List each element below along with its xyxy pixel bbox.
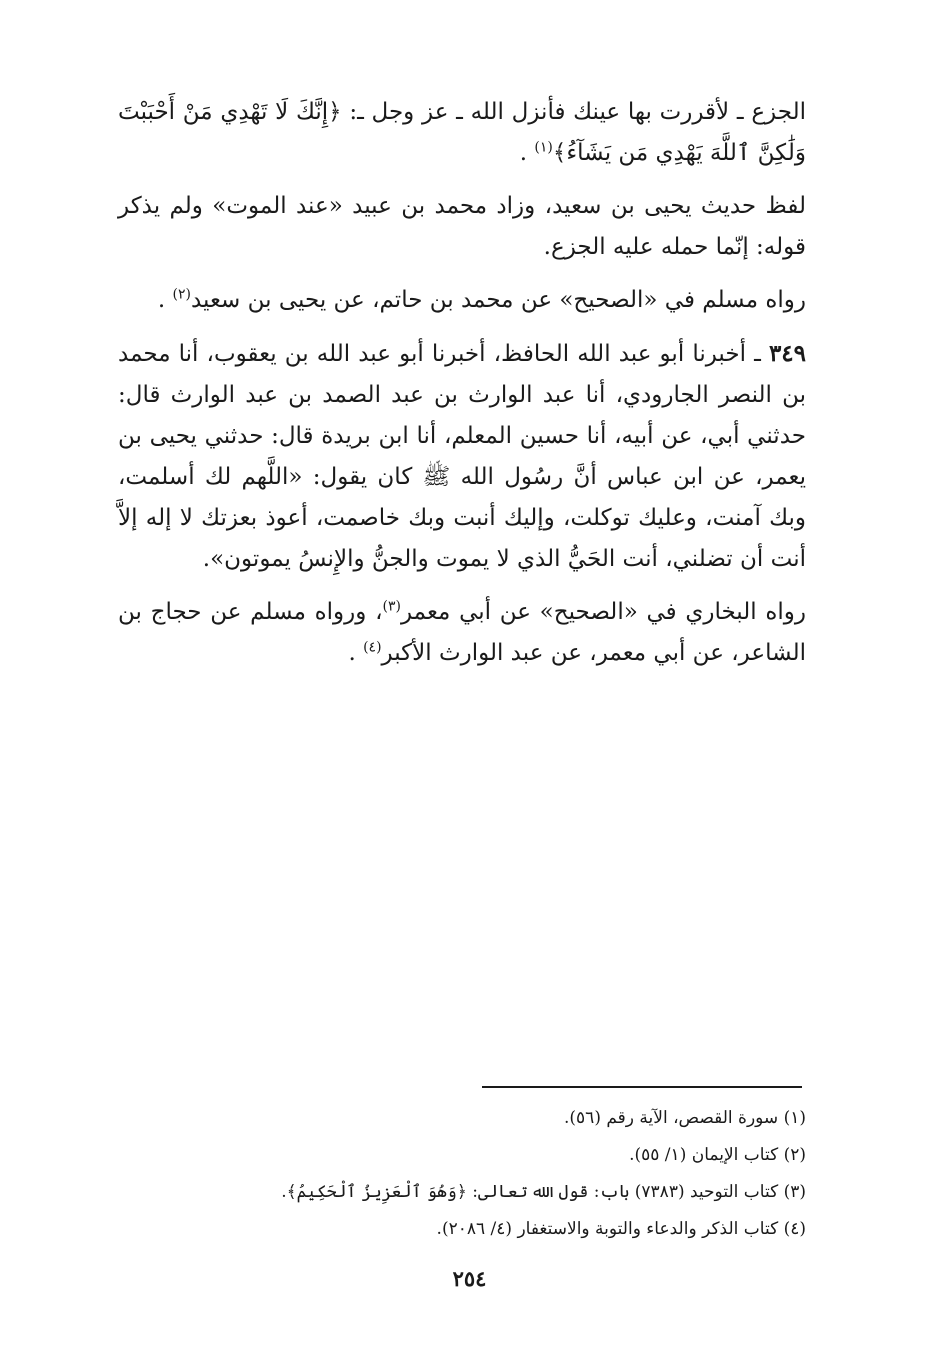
footnote-divider: [482, 1086, 802, 1088]
quran-verse: ﴿إِنَّكَ لَا تَهْدِي مَنْ أَحْبَبْتَ وَلَٰكِنَّ ٱللَّهَ يَهْدِي مَن يَشَآءُ﴾: [118, 99, 806, 166]
footnote-2: (٢) كتاب الإيمان (١/ ٥٥).: [629, 1145, 806, 1165]
paragraph-hadith-349: [118, 333, 806, 580]
hadith-text: ـ أخبرنا أبو عبد الله الحافظ، أخبرنا أبو عبد الله بن يعقوب، أنا محمد بن النصر الجارودي، أنا عبد الوارث بن عبد الصمد بن عبد الوارث قال: حدثني أبي، عن أبيه، أنا حسين المعلم، أنا ابن بريدة قال: حدثني يحيى بن يعمر، عن ابن عباس أنَّ رسُول الله ﷺ كان يقول: «اللَّهم لك أسلمت، وبك آمنت، وعليك توكلت، وإليك أنبت وبك خاصمت، أعوذ بعزتك لا إله إلاَّ أنت أن تضلني، أنت الحَيُّ الذي لا يموت والجنُّ والإِنسُ يموتون».: [118, 341, 806, 572]
paragraph-3: [118, 280, 806, 321]
paragraph-3-text: رواه مسلم في «الصحيح» عن محمد بن حاتم، عن يحيى بن سعيد: [190, 287, 806, 313]
paragraph-2: لفظ حديث يحيى بن سعيد، وزاد محمد بن عبيد «عند الموت» ولم يذكر قوله: إنّما حمله عليه الجزع.: [118, 193, 806, 260]
paragraph-1: [118, 92, 806, 174]
paragraph-5-end: .: [348, 640, 364, 666]
page-number: ٢٥٤: [452, 1266, 487, 1291]
footnote-ref-3: (٣): [382, 598, 401, 615]
footnote-ref-2: (٢): [172, 286, 191, 303]
footnote-3: (٣) كتاب التوحيد (٧٣٨٣) باب: قول الله تعالى: ﴿وَهُوَ ٱلْعَزِيزُ ٱلْحَكِيمُ﴾.: [281, 1182, 806, 1202]
footnotes: [118, 1100, 806, 1248]
footnote-ref-1: (١): [534, 139, 553, 156]
hadith-number: ٣٤٩: [768, 340, 806, 367]
main-text: [118, 92, 806, 686]
footnote-ref-4: (٤): [363, 639, 382, 656]
footnote-4: (٤) كتاب الذكر والدعاء والتوبة والاستغفار (٤/ ٢٠٨٦).: [436, 1219, 806, 1239]
paragraph-5-text-b: ، ورواه مسلم عن حجاج بن الشاعر، عن أبي معمر، عن عبد الوارث الأكبر: [118, 599, 806, 666]
footnote-1: (١) سورة القصص، الآية رقم (٥٦).: [564, 1108, 806, 1128]
paragraph-5: [118, 592, 806, 674]
paragraph-1-text: الجزع ـ لأقررت بها عينك فأنزل الله ـ عز وجل ـ:: [341, 99, 806, 125]
paragraph-3-end: .: [157, 287, 173, 313]
paragraph-5-text-a: رواه البخاري في «الصحيح» عن أبي معمر: [400, 599, 806, 625]
paragraph-1-end: .: [519, 140, 535, 166]
